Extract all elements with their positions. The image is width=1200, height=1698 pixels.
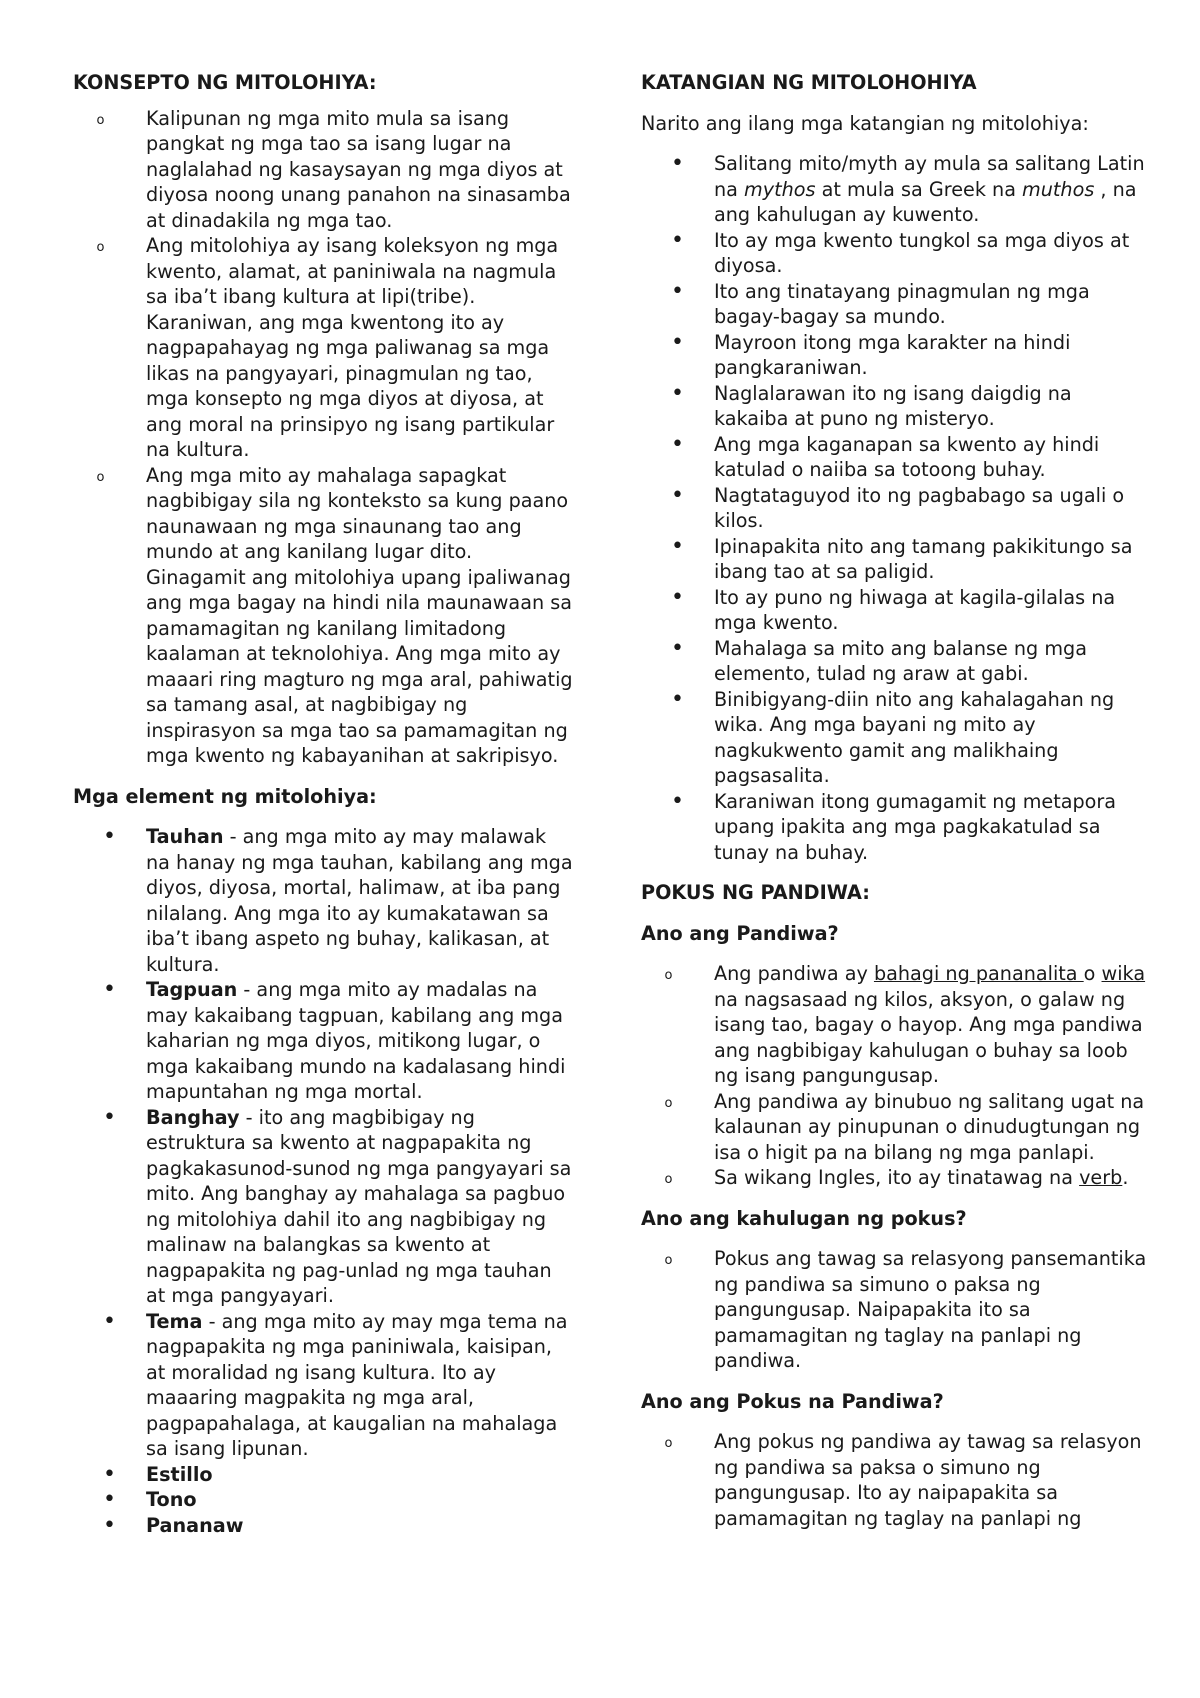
list-item: o Ang pandiwa ay bahagi ng pananalita o wika na nagsasaad ng kilos, aksyon, o galaw ng isang tao, bagay o hayop. Ang mga pandiwa ang nagbibigay kahulugan o buhay sa loob ng isang pangungusap.	[641, 961, 1151, 1089]
disc-bullet-icon: •	[671, 584, 684, 610]
circle-bullet-icon: o	[664, 1172, 673, 1187]
disc-bullet-icon: •	[671, 278, 684, 304]
disc-bullet-icon: •	[671, 329, 684, 355]
list-item: • Pananaw	[73, 1513, 573, 1539]
disc-bullet-icon: •	[103, 1308, 116, 1334]
left-column	[73, 70, 573, 1538]
disc-bullet-icon: •	[103, 1104, 116, 1130]
disc-bullet-icon: •	[103, 1487, 116, 1512]
katangian-heading: KATANGIAN NG MITOLOHOHIYA	[641, 71, 977, 94]
pokus-kahulugan-subheading: Ano ang kahulugan ng pokus?	[641, 1206, 967, 1230]
disc-bullet-icon: •	[671, 788, 684, 814]
circle-bullet-icon: o	[96, 469, 105, 485]
pandiwa-list	[641, 961, 1151, 1191]
list-item: • Ang mga kaganapan sa kwento ay hindi katulad o naiiba sa totoong buhay.	[641, 432, 1151, 483]
list-item: o Ang pokus ng pandiwa ay tawag sa relasyon ng pandiwa sa paksa o simuno ng pangungusap. Ito ay naipapakita sa pamamagitan ng taglay na panlapi ng	[641, 1429, 1151, 1531]
pokus-heading: POKUS NG PANDIWA:	[641, 881, 870, 904]
verb-link[interactable]: verb	[1079, 1166, 1123, 1189]
wika-link[interactable]: wika	[1101, 962, 1146, 985]
list-item: o Pokus ang tawag sa relasyong pansemantika ng pandiwa sa simuno o paksa ng pangungusap. Naipapakita ito sa pamamagitan ng taglay na panlapi ng pandiwa.	[641, 1246, 1151, 1374]
list-item: • Ipinapakita nito ang tamang pakikitungo sa ibang tao at sa paligid.	[641, 534, 1151, 585]
disc-bullet-icon: •	[103, 1461, 116, 1487]
list-item: • Mahalaga sa mito ang balanse ng mga elemento, tulad ng araw at gabi.	[641, 636, 1151, 687]
elemento-list	[73, 824, 573, 1538]
disc-bullet-icon: •	[103, 977, 116, 1002]
list-item: • Ito ay mga kwento tungkol sa mga diyos at diyosa.	[641, 228, 1151, 279]
katangian-list	[641, 151, 1151, 865]
circle-bullet-icon: o	[664, 1253, 673, 1268]
disc-bullet-icon: •	[671, 686, 684, 712]
list-item: o Kalipunan ng mga mito mula sa isang pangkat ng mga tao sa isang lugar na naglalahad ng kasaysayan ng mga diyos at diyosa noong unang panahon na sinasamba at dinadakila ng mga tao.	[73, 106, 573, 234]
circle-bullet-icon: o	[664, 1095, 673, 1111]
circle-bullet-icon: o	[96, 112, 105, 128]
disc-bullet-icon: •	[671, 635, 684, 661]
konsepto-heading: KONSEPTO NG MITOLOHIYA:	[73, 71, 377, 94]
katangian-intro: Narito ang ilang mga katangian ng mitolohiya:	[641, 111, 1089, 135]
list-item: • Tagpuan - ang mga mito ay madalas na may kakaibang tagpuan, kabilang ang mga kaharian ng mga diyos, mitikong lugar, o mga kakaibang mundo na kadalasang hindi mapuntahan ng mga mortal.	[73, 977, 573, 1105]
list-item: • Naglalarawan ito ng isang daigdig na kakaiba at puno ng misteryo.	[641, 381, 1151, 432]
pokus-kahulugan-list	[641, 1246, 1151, 1374]
list-item: • Salitang mito/myth ay mula sa salitang Latin na mythos at mula sa Greek na muthos , na ang kahulugan ay kuwento.	[641, 151, 1151, 228]
disc-bullet-icon: •	[671, 151, 684, 176]
circle-bullet-icon: o	[664, 1436, 673, 1451]
list-item: • Ito ay puno ng hiwaga at kagila-gilalas na mga kwento.	[641, 585, 1151, 636]
konsepto-list	[73, 106, 573, 769]
list-item: • Tauhan - ang mga mito ay may malawak na hanay ng mga tauhan, kabilang ang mga diyos, diyosa, mortal, halimaw, at iba pang nilalang. Ang mga ito ay kumakatawan sa iba’t ibang aspeto ng buhay, kalikasan, at kultura.	[73, 824, 573, 977]
list-item: o Ang mitolohiya ay isang koleksyon ng mga kwento, alamat, at paniniwala na nagmula sa iba’t ibang kultura at lipi(tribe). Karaniwan, ang mga kwentong ito ay nagpapahayag ng mga paliwanag sa mga likas na pangyayari, pinagmulan ng tao, mga konsepto ng mga diyos at diyosa, at ang moral na prinsipyo ng isang partikular na kultura.	[73, 233, 573, 463]
disc-bullet-icon: •	[671, 227, 684, 253]
circle-bullet-icon: o	[664, 968, 673, 983]
disc-bullet-icon: •	[671, 533, 684, 559]
bahagi-ng-pananalita-link[interactable]: bahagi ng pananalita	[873, 962, 1084, 985]
disc-bullet-icon: •	[671, 482, 684, 508]
list-item: • Tema - ang mga mito ay may mga tema na nagpapakita ng mga paniniwala, kaisipan, at moralidad ng isang kultura. Ito ay maaaring magpakita ng mga aral, pagpapahalaga, at kaugalian na mahalaga sa isang lipunan.	[73, 1309, 573, 1462]
list-item: o Ang pandiwa ay binubuo ng salitang ugat na kalaunan ay pinupunan o dinudugtungan ng isa o higit pa na bilang ng mga panlapi.	[641, 1089, 1151, 1166]
pokus-na-pandiwa-subheading: Ano ang Pokus na Pandiwa?	[641, 1389, 944, 1413]
elemento-heading: Mga element ng mitolohiya:	[73, 784, 377, 808]
list-item: • Banghay - ito ang magbibigay ng estruktura sa kwento at nagpapakita ng pagkakasunod-sunod ng mga pangyayari sa mito. Ang banghay ay mahalaga sa pagbuo ng mitolohiya dahil ito ang nagbibigay ng malinaw na balangkas sa kwento at nagpapakita ng pag-unlad ng mga tauhan at mga pangyayari.	[73, 1105, 573, 1309]
circle-bullet-icon: o	[96, 240, 105, 255]
disc-bullet-icon: •	[103, 824, 116, 849]
list-item: • Binibigyang-diin nito ang kahalagahan ng wika. Ang mga bayani ng mito ay nagkukwento gamit ang malikhaing pagsasalita.	[641, 687, 1151, 789]
disc-bullet-icon: •	[671, 431, 684, 457]
disc-bullet-icon: •	[671, 380, 684, 406]
list-item: • Karaniwan itong gumagamit ng metapora upang ipakita ang mga pagkakatulad sa tunay na buhay.	[641, 789, 1151, 866]
list-item: • Ito ang tinatayang pinagmulan ng mga bagay-bagay sa mundo.	[641, 279, 1151, 330]
pandiwa-subheading: Ano ang Pandiwa?	[641, 921, 839, 945]
right-column	[641, 70, 1151, 1531]
list-item: o Sa wikang Ingles, ito ay tinatawag na verb.	[641, 1165, 1151, 1191]
list-item: o Ang mga mito ay mahalaga sapagkat nagbibigay sila ng konteksto sa kung paano naunawaan ng mga sinaunang tao ang mundo at ang kanilang lugar dito. Ginagamit ang mitolohiya upang ipaliwanag ang mga bagay na hindi nila maunawaan sa pamamagitan ng kanilang limitadong kaalaman at teknolohiya. Ang mga mito ay maaari ring magturo ng mga aral, pahiwatig sa tamang asal, at nagbibigay ng inspirasyon sa mga tao sa pamamagitan ng mga kwento ng kabayanihan at sakripisyo.	[73, 463, 573, 769]
list-item: • Tono	[73, 1487, 573, 1513]
disc-bullet-icon: •	[103, 1512, 116, 1538]
pokus-na-pandiwa-list	[641, 1429, 1151, 1531]
list-item: • Nagtataguyod ito ng pagbabago sa ugali o kilos.	[641, 483, 1151, 534]
list-item: • Mayroon itong mga karakter na hindi pangkaraniwan.	[641, 330, 1151, 381]
list-item: • Estillo	[73, 1462, 573, 1488]
